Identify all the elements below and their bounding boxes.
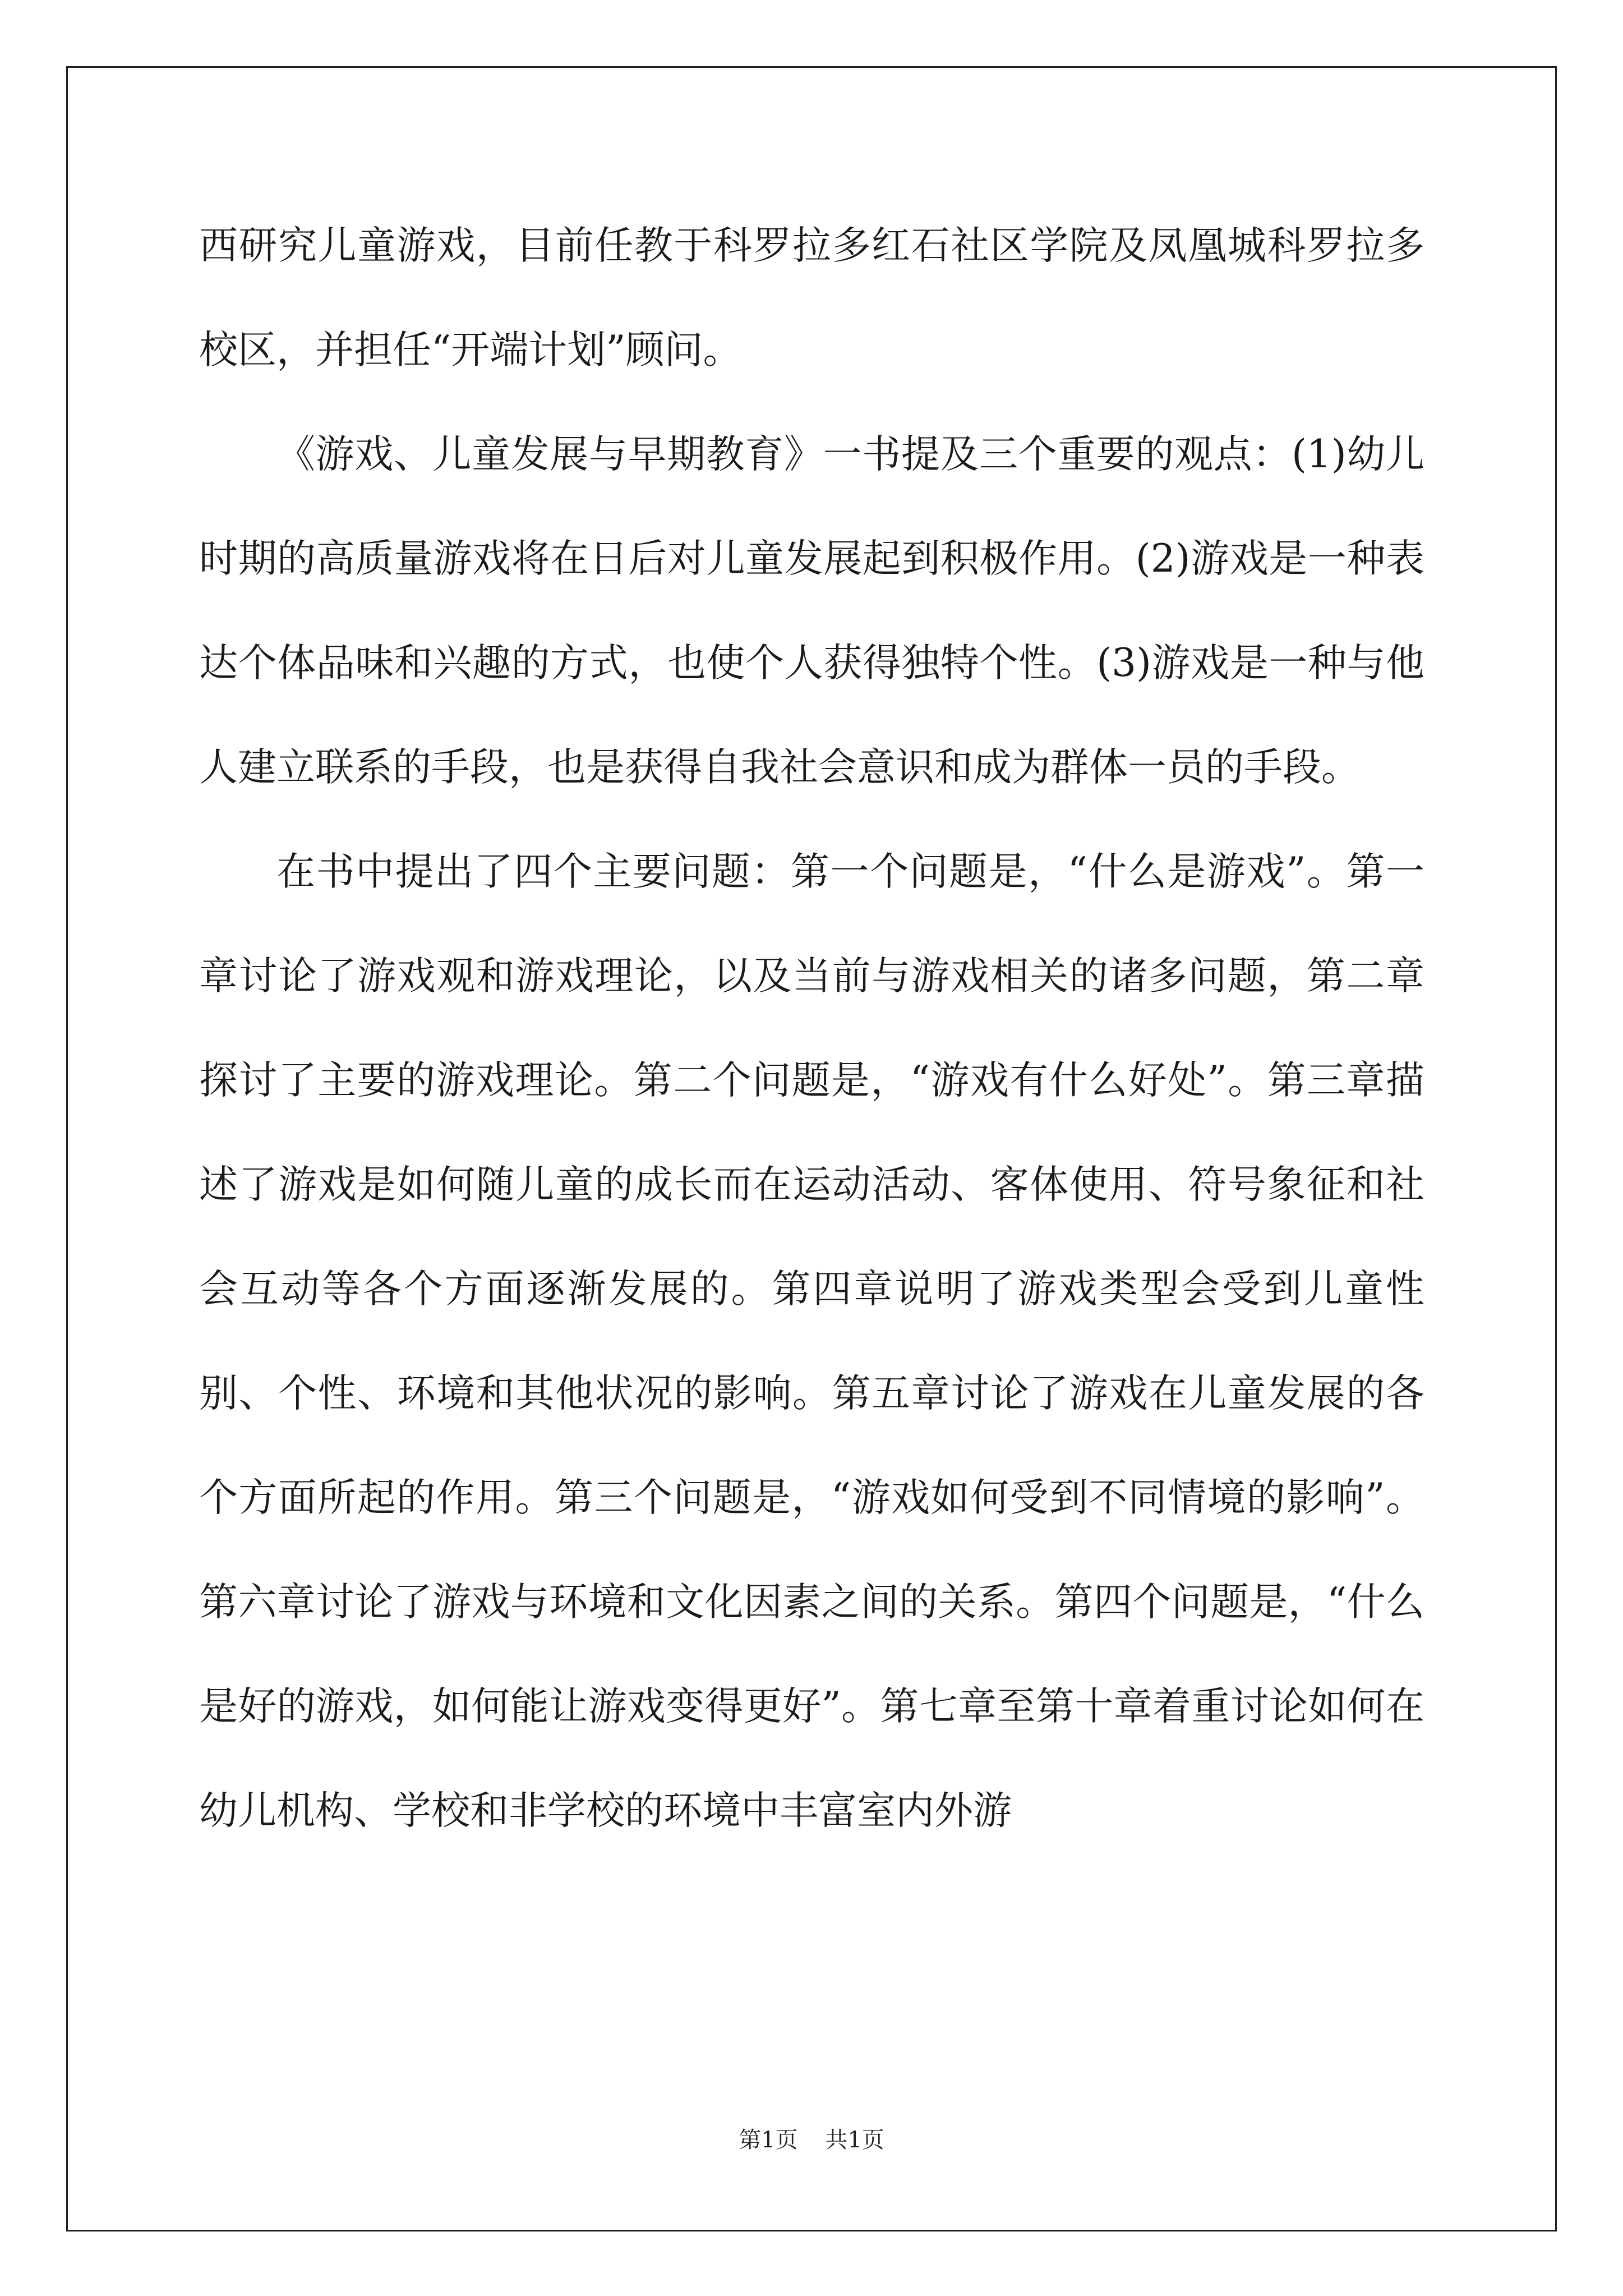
page-number-current: 第1页	[739, 2127, 798, 2153]
document-body	[199, 194, 1424, 1863]
paragraph-book-viewpoints: 《游戏、儿童发展与早期教育》一书提及三个重要的观点：(1)幼儿时期的高质量游戏将在日后对儿童发展起到积极作用。(2)游戏是一种表达个体品味和兴趣的方式，也使个人获得独特个性。(3)游戏是一种与他人建立联系的手段，也是获得自我社会意识和成为群体一员的手段。	[199, 432, 1424, 790]
page-number-total: 共1页	[825, 2127, 884, 2153]
page-footer	[0, 2126, 1623, 2154]
paragraph-main-questions: 在书中提出了四个主要问题：第一个问题是，“什么是游戏”。第一章讨论了游戏观和游戏理论，以及当前与游戏相关的诸多问题，第二章探讨了主要的游戏理论。第二个问题是，“游戏有什么好处”。第三章描述了游戏是如何随儿童的成长而在运动活动、客体使用、符号象征和社会互动等各个方面逐渐发展的。第四章说明了游戏类型会受到儿童性别、个性、环境和其他状况的影响。第五章讨论了游戏在儿童发展的各个方面所起的作用。第三个问题是，“游戏如何受到不同情境的影响”。第六章讨论了游戏与环境和文化因素之间的关系。第四个问题是，“什么是好的游戏，如何能让游戏变得更好”。第七章至第十章着重讨论如何在幼儿机构、学校和非学校的环境中丰富室内外游	[199, 849, 1424, 1833]
paragraph-intro-continuation: 西研究儿童游戏，目前任教于科罗拉多红石社区学院及凤凰城科罗拉多校区，并担任“开端计划”顾问。	[199, 223, 1424, 372]
